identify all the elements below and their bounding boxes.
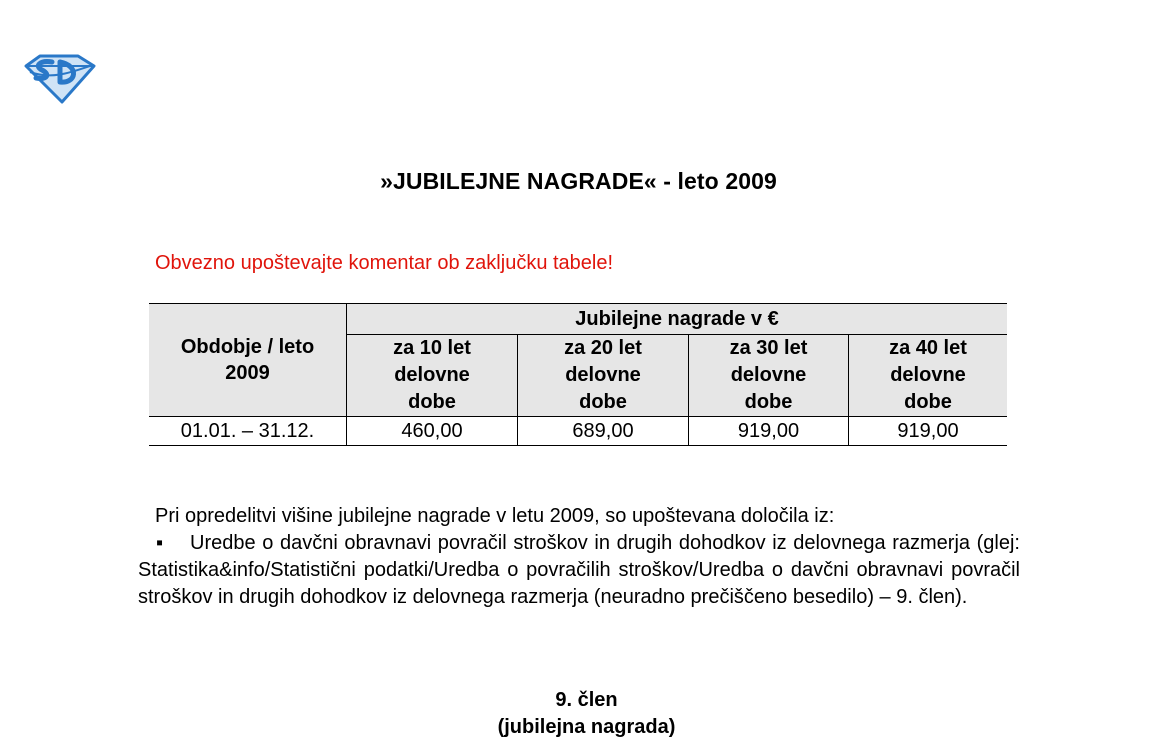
value-cell: 689,00 (518, 417, 689, 446)
period-cell: 01.01. – 31.12. (149, 417, 347, 446)
article-heading: 9. člen (555, 689, 618, 711)
value-cell: 919,00 (849, 417, 1008, 446)
column-header-20: za 20 let delovne dobe (518, 335, 689, 417)
bullet-paragraph (138, 530, 1020, 611)
awards-table (149, 303, 1007, 446)
table-row (149, 417, 1007, 446)
column-header-30: za 30 let delovne dobe (689, 335, 849, 417)
value-cell: 919,00 (689, 417, 849, 446)
page-title: »JUBILEJNE NAGRADE« - leto 2009 (380, 168, 777, 194)
bullet-text: Uredbe o davčni obravnavi povračil stroškov in drugih dohodkov iz delovnega razmerja (glej: Statistika&info/Statistični podatki/Uredba o povračilih stroškov/Uredba o davčni obravnavi povračil stroškov in drugih dohodkov iz delovnega razmerja (neuradno prečiščeno besedilo) – 9. člen). (138, 532, 1020, 608)
article-subheading: (jubilejna nagrada) (497, 716, 676, 738)
value-cell: 460,00 (347, 417, 518, 446)
period-header: Obdobje / leto 2009 (149, 304, 347, 417)
bullet-marker: ▪ (156, 532, 164, 554)
intro-paragraph: Pri opredelitvi višine jubilejne nagrade v letu 2009, so upoštevana določila iz: (155, 505, 835, 527)
sd-logo (22, 52, 96, 104)
warning-note: Obvezno upoštevajte komentar ob zaključku tabele! (155, 252, 614, 274)
group-header: Jubilejne nagrade v € (347, 304, 1008, 335)
column-header-10: za 10 let delovne dobe (347, 335, 518, 417)
column-header-40: za 40 let delovne dobe (849, 335, 1008, 417)
